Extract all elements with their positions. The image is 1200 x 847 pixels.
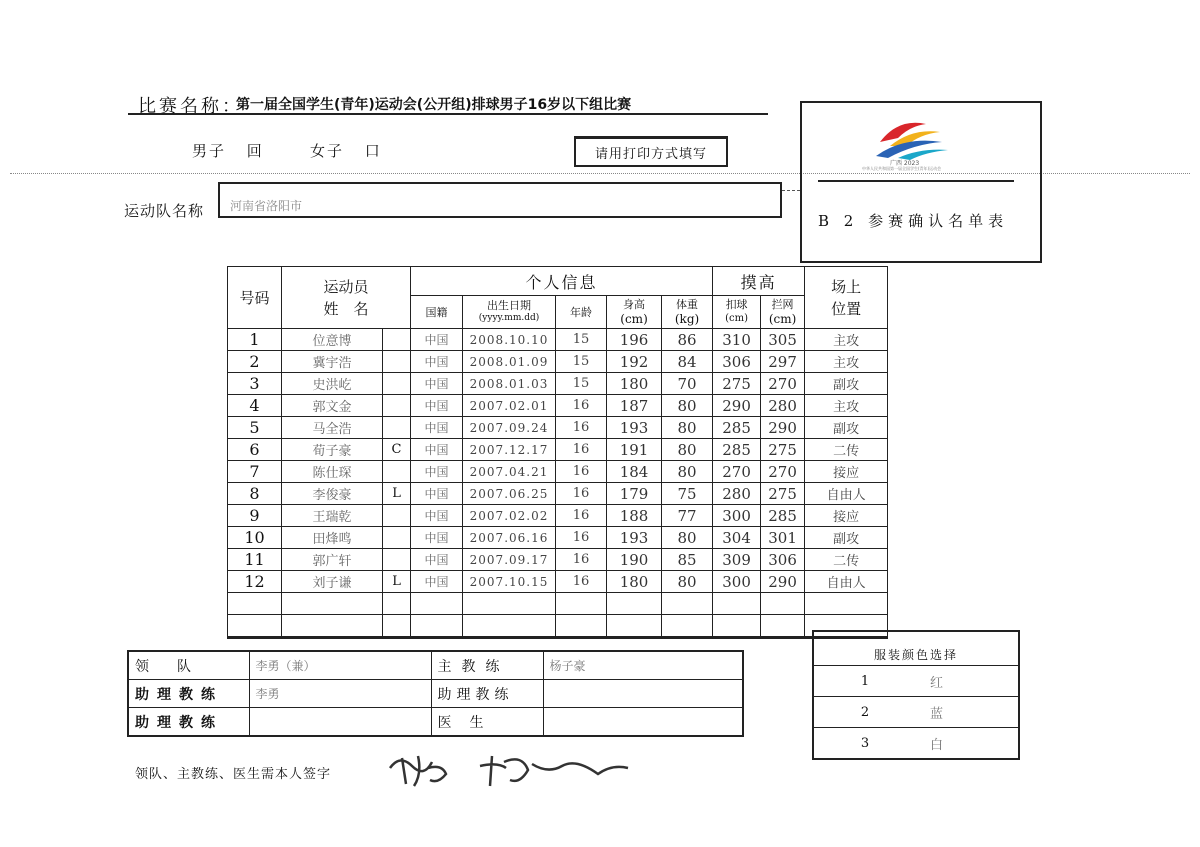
player-age: 16	[556, 483, 607, 505]
player-role	[383, 505, 411, 527]
competition-name-label: 比赛名称：	[138, 96, 243, 117]
player-number: 7	[228, 461, 282, 483]
player-nationality: 中国	[411, 417, 463, 439]
uniform-option-color: 白	[916, 728, 1019, 760]
player-name: 史洪屹	[282, 373, 383, 395]
player-block: 297	[761, 351, 805, 373]
player-dob: 2007.12.17	[463, 439, 556, 461]
player-number: 4	[228, 395, 282, 417]
head-coach-label: 主教练	[431, 651, 543, 680]
player-spike: 304	[713, 527, 761, 549]
form-code-title: B 2 参赛确认名单表	[818, 212, 1009, 230]
player-dob: 2008.10.10	[463, 329, 556, 351]
player-weight: 86	[662, 329, 713, 351]
table-row	[228, 505, 888, 527]
logo-divider	[818, 180, 1014, 182]
player-height: 180	[607, 373, 662, 395]
player-weight: 80	[662, 395, 713, 417]
player-role: L	[383, 483, 411, 505]
player-number: 5	[228, 417, 282, 439]
player-position: 主攻	[805, 351, 888, 373]
uniform-option[interactable]	[813, 666, 1019, 697]
player-block: 270	[761, 461, 805, 483]
table-row	[228, 373, 888, 395]
player-spike: 285	[713, 417, 761, 439]
col-spike-header	[713, 296, 761, 329]
player-position: 接应	[805, 505, 888, 527]
female-label: 女子	[310, 142, 345, 160]
player-name: 田烽鸣	[282, 527, 383, 549]
player-age: 16	[556, 417, 607, 439]
head-coach-value[interactable]: 杨子豪	[543, 651, 743, 680]
player-nationality: 中国	[411, 505, 463, 527]
player-height: 193	[607, 527, 662, 549]
player-number: 1	[228, 329, 282, 351]
female-option[interactable]	[310, 140, 382, 161]
player-spike: 300	[713, 505, 761, 527]
player-name: 位意博	[282, 329, 383, 351]
connector-dash	[782, 190, 800, 191]
player-weight: 70	[662, 373, 713, 395]
player-nationality: 中国	[411, 549, 463, 571]
signature-note: 领队、主教练、医生需本人签字	[135, 767, 332, 782]
col-athlete-header	[282, 267, 411, 329]
player-weight: 80	[662, 439, 713, 461]
player-block: 290	[761, 571, 805, 593]
player-block: 275	[761, 483, 805, 505]
assistant-coach-1-label: 助理教练	[128, 680, 249, 708]
col-dob-header	[463, 296, 556, 329]
male-checkbox[interactable]: 回	[246, 142, 264, 160]
player-role	[383, 417, 411, 439]
female-checkbox[interactable]: 口	[364, 142, 382, 160]
col-age-header: 年龄	[556, 296, 607, 329]
player-nationality: 中国	[411, 439, 463, 461]
player-height: 193	[607, 417, 662, 439]
player-block: 305	[761, 329, 805, 351]
athlete-header-line1: 运动员	[323, 277, 369, 296]
print-note-box: 请用打印方式填写	[574, 136, 728, 167]
table-row	[228, 571, 888, 593]
player-nationality: 中国	[411, 329, 463, 351]
player-height: 179	[607, 483, 662, 505]
player-age: 16	[556, 439, 607, 461]
player-dob: 2007.02.02	[463, 505, 556, 527]
player-height: 191	[607, 439, 662, 461]
assistant-coach-3-value[interactable]	[543, 680, 743, 708]
player-dob: 2008.01.09	[463, 351, 556, 373]
player-age: 15	[556, 351, 607, 373]
player-weight: 80	[662, 527, 713, 549]
reach-header: 摸高	[713, 267, 805, 296]
player-block: 285	[761, 505, 805, 527]
doctor-value[interactable]	[543, 708, 743, 737]
player-position: 副攻	[805, 527, 888, 549]
dob-header-label: 出生日期	[487, 299, 532, 312]
weight-header-unit: (kg)	[674, 312, 700, 326]
player-dob: 2007.06.16	[463, 527, 556, 549]
table-row	[228, 483, 888, 505]
leader-value[interactable]: 李勇（兼）	[249, 651, 431, 680]
height-header-label: 身高	[623, 298, 646, 311]
col-weight-header	[662, 296, 713, 329]
athlete-header-line2: 姓 名	[323, 299, 369, 318]
player-height: 196	[607, 329, 662, 351]
player-name: 荀子豪	[282, 439, 383, 461]
player-height: 184	[607, 461, 662, 483]
player-number: 2	[228, 351, 282, 373]
player-position: 主攻	[805, 329, 888, 351]
player-nationality: 中国	[411, 461, 463, 483]
col-number-header: 号码	[228, 267, 282, 329]
player-position: 主攻	[805, 395, 888, 417]
player-dob: 2007.04.21	[463, 461, 556, 483]
player-position: 副攻	[805, 417, 888, 439]
uniform-color-table	[812, 630, 1020, 760]
team-name-field[interactable]	[218, 182, 782, 218]
player-weight: 80	[662, 571, 713, 593]
player-weight: 84	[662, 351, 713, 373]
player-name: 李俊豪	[282, 483, 383, 505]
player-height: 192	[607, 351, 662, 373]
player-weight: 80	[662, 461, 713, 483]
handwritten-signatures	[372, 744, 642, 792]
player-role	[383, 549, 411, 571]
player-number: 8	[228, 483, 282, 505]
male-label: 男子	[192, 142, 227, 160]
player-number: 9	[228, 505, 282, 527]
assistant-coach-2-value[interactable]	[249, 708, 431, 737]
player-dob: 2008.01.03	[463, 373, 556, 395]
player-spike: 285	[713, 439, 761, 461]
col-height-header	[607, 296, 662, 329]
team-name-value: 河南省洛阳市	[230, 199, 303, 213]
player-position: 自由人	[805, 571, 888, 593]
player-height: 187	[607, 395, 662, 417]
player-name: 陈仕琛	[282, 461, 383, 483]
table-row	[228, 395, 888, 417]
table-row	[228, 351, 888, 373]
col-position-header	[805, 267, 888, 329]
player-number: 3	[228, 373, 282, 395]
player-name: 冀宇浩	[282, 351, 383, 373]
player-number: 10	[228, 527, 282, 549]
block-header-label: 拦网	[771, 298, 794, 311]
table-row	[228, 549, 888, 571]
player-block: 275	[761, 439, 805, 461]
player-height: 188	[607, 505, 662, 527]
player-age: 16	[556, 549, 607, 571]
title-underline	[128, 113, 768, 115]
block-header-unit: (cm)	[768, 312, 797, 326]
height-header-unit: (cm)	[620, 312, 648, 326]
player-age: 16	[556, 461, 607, 483]
player-weight: 77	[662, 505, 713, 527]
player-role	[383, 527, 411, 549]
player-nationality: 中国	[411, 373, 463, 395]
player-nationality: 中国	[411, 395, 463, 417]
logo-caption: 广西 2023	[890, 160, 920, 167]
player-position: 二传	[805, 549, 888, 571]
competition-name-value: 第一届全国学生(青年)运动会(公开组)排球男子16岁以下组比赛	[236, 97, 632, 113]
male-option[interactable]	[192, 140, 264, 161]
player-dob: 2007.06.25	[463, 483, 556, 505]
player-position: 自由人	[805, 483, 888, 505]
player-nationality: 中国	[411, 527, 463, 549]
assistant-coach-2-label: 助理教练	[128, 708, 249, 737]
player-spike: 309	[713, 549, 761, 571]
player-name: 郭广轩	[282, 549, 383, 571]
table-row	[228, 527, 888, 549]
player-block: 306	[761, 549, 805, 571]
player-block: 301	[761, 527, 805, 549]
player-role	[383, 373, 411, 395]
uniform-option-color: 蓝	[916, 697, 1019, 728]
player-number: 6	[228, 439, 282, 461]
player-name: 郭文金	[282, 395, 383, 417]
player-spike: 300	[713, 571, 761, 593]
player-dob: 2007.09.24	[463, 417, 556, 439]
uniform-option[interactable]	[813, 697, 1019, 728]
col-block-header	[761, 296, 805, 329]
player-age: 16	[556, 395, 607, 417]
player-position: 副攻	[805, 373, 888, 395]
empty-row	[228, 615, 888, 638]
player-age: 16	[556, 527, 607, 549]
signature-area	[372, 744, 642, 792]
leader-label: 领 队	[128, 651, 249, 680]
roster-table	[227, 266, 888, 639]
player-height: 180	[607, 571, 662, 593]
player-weight: 75	[662, 483, 713, 505]
player-age: 15	[556, 373, 607, 395]
empty-row	[228, 593, 888, 615]
player-dob: 2007.10.15	[463, 571, 556, 593]
player-number: 11	[228, 549, 282, 571]
uniform-option-index: 3	[813, 728, 916, 760]
player-block: 290	[761, 417, 805, 439]
player-role	[383, 395, 411, 417]
player-role	[383, 329, 411, 351]
player-dob: 2007.09.17	[463, 549, 556, 571]
position-header-line1: 场上	[831, 277, 862, 296]
player-name: 马全浩	[282, 417, 383, 439]
table-row	[228, 439, 888, 461]
weight-header-label: 体重	[676, 298, 699, 311]
table-row	[228, 417, 888, 439]
player-name: 刘子谦	[282, 571, 383, 593]
player-age: 16	[556, 505, 607, 527]
personal-info-header: 个人信息	[411, 267, 713, 296]
uniform-color-title: 服装颜色选择	[813, 631, 1019, 666]
player-weight: 80	[662, 417, 713, 439]
uniform-option[interactable]	[813, 728, 1019, 760]
table-row	[228, 329, 888, 351]
uniform-option-index: 2	[813, 697, 916, 728]
col-nationality-header: 国籍	[411, 296, 463, 329]
player-role	[383, 351, 411, 373]
player-role	[383, 461, 411, 483]
player-nationality: 中国	[411, 483, 463, 505]
player-spike: 275	[713, 373, 761, 395]
uniform-option-color: 红	[916, 666, 1019, 697]
spike-header-label: 扣球	[725, 298, 748, 311]
player-role: L	[383, 571, 411, 593]
spike-header-unit: (cm)	[725, 313, 748, 324]
doctor-label: 医 生	[431, 708, 543, 737]
player-nationality: 中国	[411, 351, 463, 373]
player-nationality: 中国	[411, 571, 463, 593]
dob-header-format: (yyyy.mm.dd)	[478, 313, 540, 323]
player-role: C	[383, 439, 411, 461]
player-age: 15	[556, 329, 607, 351]
player-position: 接应	[805, 461, 888, 483]
player-number: 12	[228, 571, 282, 593]
player-height: 190	[607, 549, 662, 571]
player-spike: 290	[713, 395, 761, 417]
player-block: 280	[761, 395, 805, 417]
player-spike: 280	[713, 483, 761, 505]
table-row	[228, 461, 888, 483]
team-name-label: 运动队名称	[124, 202, 205, 220]
player-weight: 85	[662, 549, 713, 571]
player-age: 16	[556, 571, 607, 593]
player-spike: 306	[713, 351, 761, 373]
logo-subcaption: 中华人民共和国第一届全国学生(青年)运动会	[862, 166, 942, 171]
assistant-coach-3-label: 助理教练	[431, 680, 543, 708]
position-header-line2: 位置	[831, 299, 862, 318]
staff-table	[127, 650, 744, 737]
player-position: 二传	[805, 439, 888, 461]
player-dob: 2007.02.01	[463, 395, 556, 417]
player-block: 270	[761, 373, 805, 395]
player-name: 王瑞乾	[282, 505, 383, 527]
uniform-option-index: 1	[813, 666, 916, 697]
player-spike: 310	[713, 329, 761, 351]
assistant-coach-1-value[interactable]: 李勇	[249, 680, 431, 708]
player-spike: 270	[713, 461, 761, 483]
